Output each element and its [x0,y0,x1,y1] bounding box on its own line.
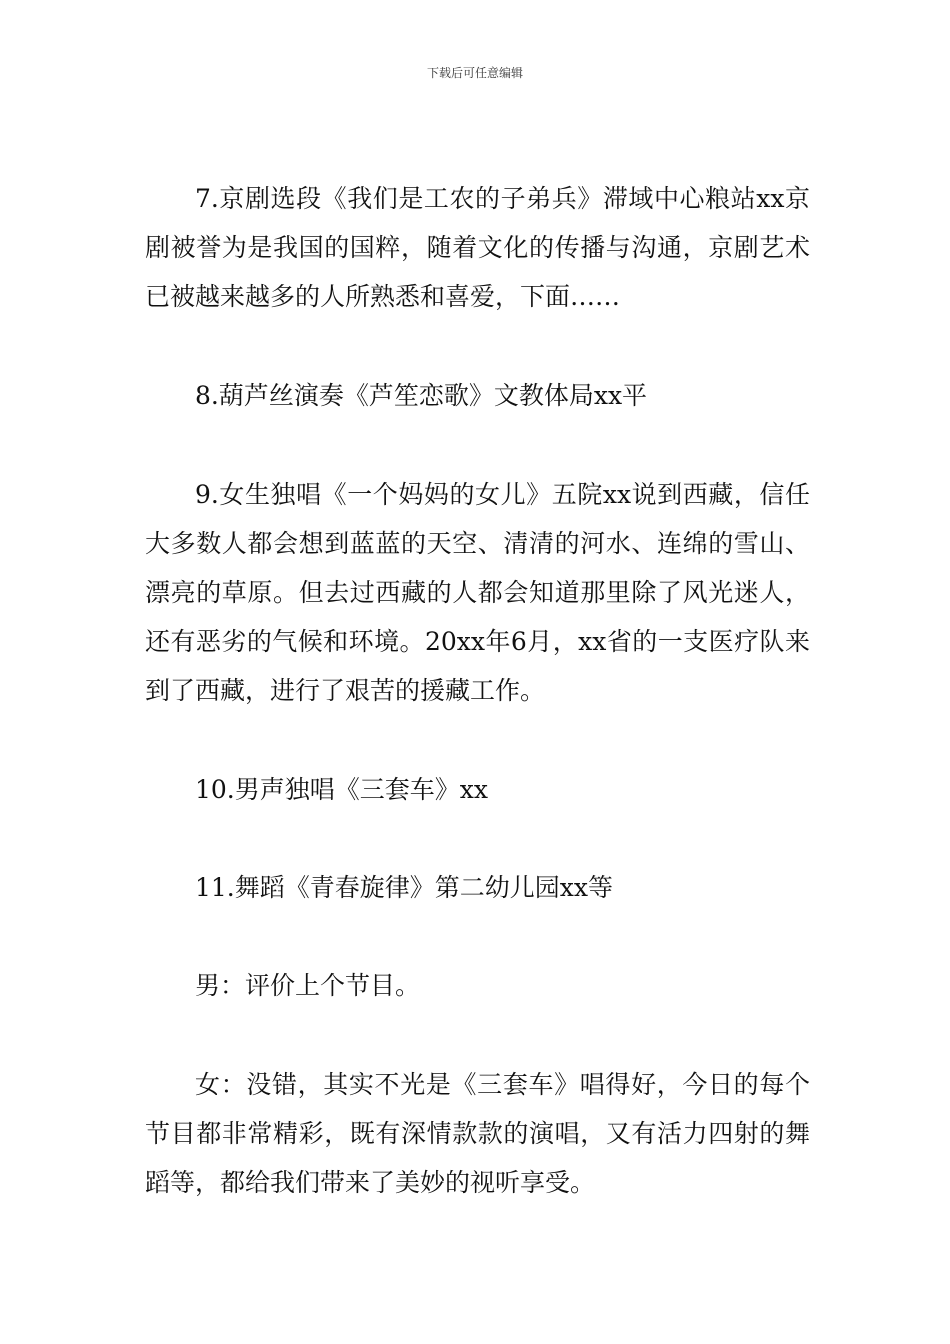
paragraph-item-7: 7.京剧选段《我们是工农的子弟兵》滞域中心粮站xx京剧被誉为是我国的国粹，随着文化的传播与沟通，京剧艺术已被越来越多的人所熟悉和喜爱，下面…… [145,184,810,311]
paragraph-female-host: 女：没错，其实不光是《三套车》唱得好，今日的每个节目都非常精彩，既有深情款款的演唱，又有活力四射的舞蹈等，都给我们带来了美妙的视听享受。 [145,1070,810,1197]
paragraph-male-host: 男：评价上个节目。 [195,971,421,1000]
paragraph-item-10: 10.男声独唱《三套车》xx [195,775,488,804]
paragraph-item-8: 8.葫芦丝演奏《芦笙恋歌》文教体局xx平 [195,381,648,410]
paragraph-item-9: 9.女生独唱《一个妈妈的女儿》五院xx说到西藏，信任大多数人都会想到蓝蓝的天空、清清的河水、连绵的雪山、漂亮的草原。但去过西藏的人都会知道那里除了风光迷人，还有恶劣的气候和环境。20xx年6月，xx省的一支医疗队来到了西藏，进行了艰苦的援藏工作。 [145,480,810,705]
document-body [145,174,810,1207]
page-header: 下载后可任意编辑 [426,66,523,80]
paragraph-item-11: 11.舞蹈《青春旋律》第二幼儿园xx等 [195,873,613,902]
